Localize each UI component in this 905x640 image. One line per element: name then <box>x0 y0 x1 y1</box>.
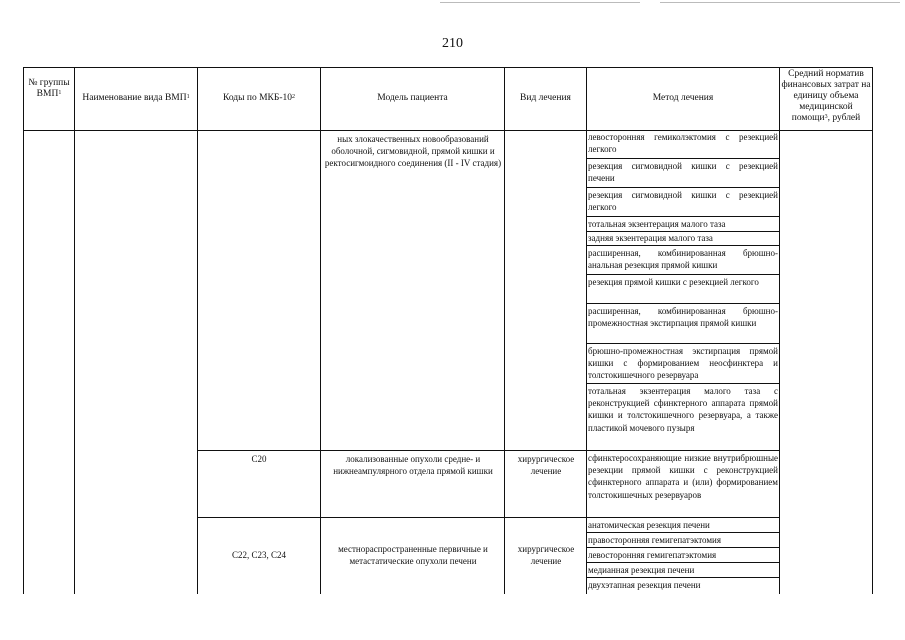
method-item: расширенная, комбинированная брюшно-промежностная экстирпация прямой кишки <box>588 306 778 329</box>
method-divider <box>586 562 779 563</box>
col-divider <box>779 67 780 594</box>
page-number: 210 <box>442 36 463 51</box>
method-item: двухэтапная резекция печени <box>588 580 701 590</box>
header-patient-model: Модель пациента <box>377 93 448 103</box>
header-treatment-type: Вид лечения <box>520 93 571 103</box>
method-divider <box>586 450 779 451</box>
method-divider <box>586 187 779 188</box>
method-item: резекция сигмовидной кишки с резекцией печени <box>588 161 778 184</box>
table-border-left <box>23 67 24 594</box>
row-divider <box>197 450 587 451</box>
header-cost-norm <box>780 69 872 124</box>
scan-artifact-line <box>660 2 900 3</box>
icd-code-cell: C20 <box>251 454 267 464</box>
header-group-no <box>24 78 74 100</box>
method-divider <box>586 216 779 217</box>
method-divider <box>586 547 779 548</box>
col-divider <box>504 67 505 594</box>
patient-model-cell: локализованные опухоли средне- и нижнеампулярного отдела прямой кишки <box>333 454 493 476</box>
scan-artifact-line <box>440 2 640 3</box>
col-divider <box>197 67 198 594</box>
col-divider <box>320 67 321 594</box>
method-divider <box>586 383 779 384</box>
method-item: резекция прямой кишки с резекцией легкого <box>588 277 759 287</box>
patient-model-cell: ных злокачественных новообразований оболочной, сигмовидной, прямой кишки и ректосигмоидного соединения (II - IV стадия) <box>324 134 502 168</box>
method-divider <box>586 303 779 304</box>
method-divider <box>586 517 779 518</box>
method-divider <box>586 158 779 159</box>
treatment-type-cell: хирургическое лечение <box>517 454 575 476</box>
table-border-right <box>872 67 873 594</box>
method-divider <box>586 577 779 578</box>
header-cost-norm-tail: , рублей <box>827 113 861 123</box>
header-vmp-name-text: Наименование вида ВМП <box>82 93 187 103</box>
method-item: правосторонняя гемигепатэктомия <box>588 535 721 545</box>
header-cost-norm-text: Средний норматив финансовых затрат на единицу объема медицинской помощи <box>781 69 871 123</box>
method-divider <box>586 245 779 246</box>
method-item: сфинктеросохраняющие низкие внутрибрюшные резекции прямой кишки с реконструкцией сфинктерного аппарата и (или) формированием толстокишечных резервуаров <box>588 453 778 500</box>
footnote-mark: 1 <box>58 90 62 96</box>
method-item: брюшно-промежностная экстирпация прямой кишки с формированием неосфинктера и толстокишечного резервуара <box>588 346 778 381</box>
method-divider <box>586 532 779 533</box>
table-border-top <box>23 67 873 68</box>
header-treatment-method: Метод лечения <box>652 93 714 103</box>
method-item: медианная резекция печени <box>588 565 695 575</box>
method-item: тотальная экзентерация малого таза с реконструкцией сфинктерного аппарата прямой кишки и толстокишечного резервуара, а также пластикой мочевого пузыря <box>588 386 778 433</box>
method-item: анатомическая резекция печени <box>588 520 710 530</box>
method-divider <box>586 274 779 275</box>
patient-model-cell: местнораспространенные первичные и метастатические опухоли печени <box>338 544 488 566</box>
footnote-mark: 1 <box>186 94 190 100</box>
method-item: левосторонняя гемиколэктомия с резекцией легкого <box>588 132 778 155</box>
col-divider <box>74 67 75 594</box>
method-divider <box>586 343 779 344</box>
treatment-type-cell: хирургическое лечение <box>517 544 575 566</box>
method-item: тотальная экзентерация малого таза <box>588 219 726 229</box>
header-group-no-text: № группы ВМП <box>28 78 70 99</box>
row-divider <box>197 517 587 518</box>
footnote-mark: 3 <box>824 114 828 120</box>
footnote-mark: 2 <box>292 94 296 100</box>
method-item: резекция сигмовидной кишки с резекцией легкого <box>588 190 778 213</box>
header-vmp-name <box>75 93 197 104</box>
header-icd-codes-text: Коды по МКБ-10 <box>222 93 293 103</box>
method-item: задняя экзентерация малого таза <box>588 233 713 243</box>
header-icd-codes <box>198 93 320 104</box>
method-item: левосторонняя гемигепатэктомия <box>588 550 717 560</box>
method-item: расширенная, комбинированная брюшно-анальная резекция прямой кишки <box>588 248 778 271</box>
icd-code-cell: C22, C23, C24 <box>231 550 286 560</box>
